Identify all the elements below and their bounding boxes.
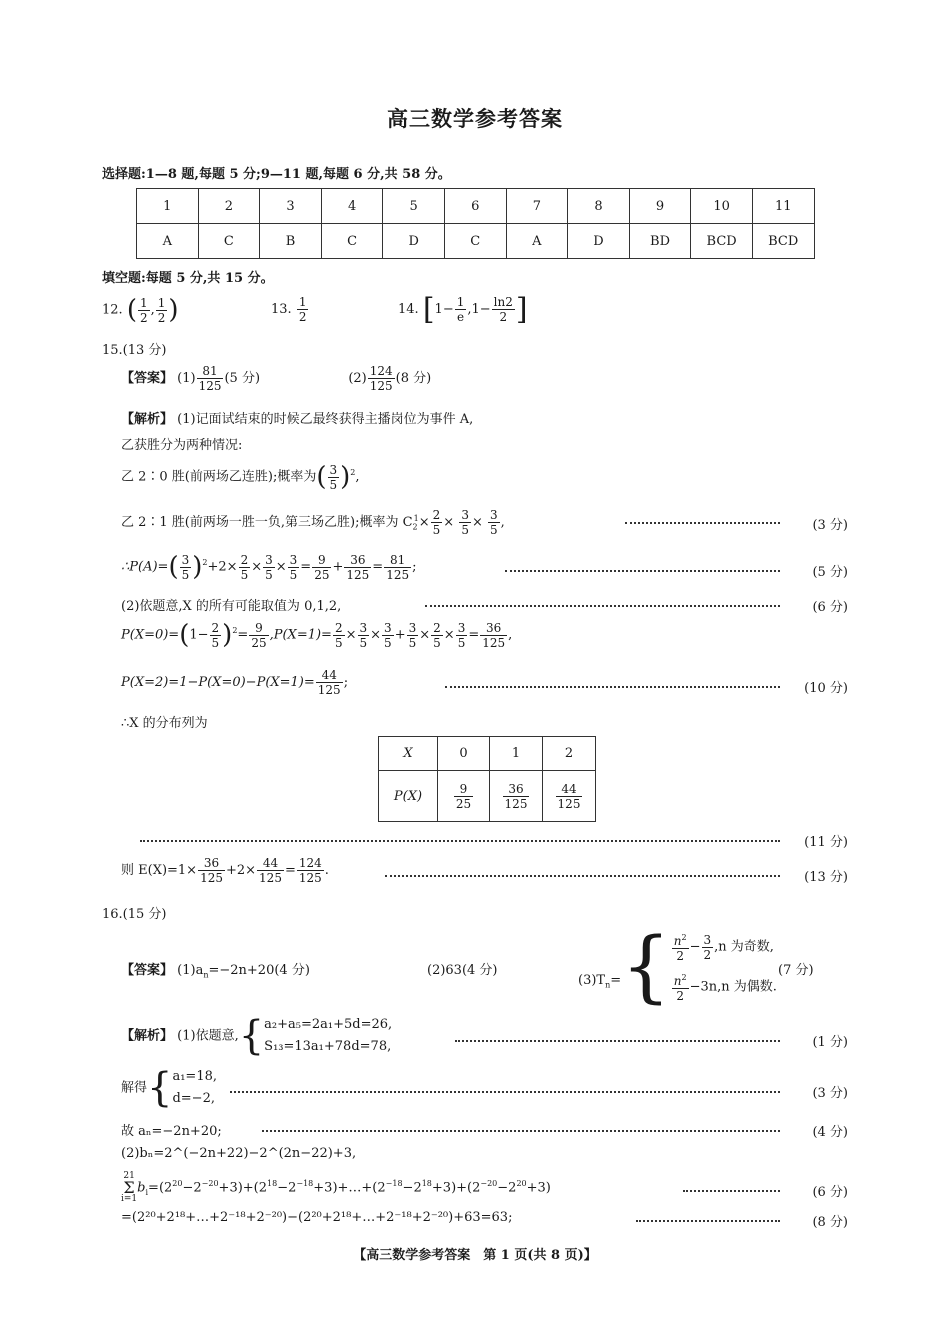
answer-cell: C [444,224,506,259]
question-number-cell: 11 [752,189,814,224]
distribution-table [378,736,596,822]
question-number-cell: 4 [321,189,383,224]
score-mark: (5 分) [812,565,848,580]
q15-analysis-line2: 乙获胜分为两种情况: [121,438,243,453]
q15-analysis-line1: 【解析】 (1)记面试结束的时候乙最终获得主播岗位为事件 A, [121,412,474,427]
q12-label: 12. [102,302,123,318]
question-number-cell: 10 [691,189,753,224]
question-number-cell: 3 [260,189,322,224]
score-mark: (6 分) [812,600,848,615]
answer-cell: A [137,224,199,259]
q16-analysis-line5: =(2²⁰+2¹⁸+…+2⁻¹⁸+2⁻²⁰)−(2²⁰+2¹⁸+…+2⁻¹⁸+2⁻²⁰)+63=63; [121,1210,513,1225]
question-number-cell: 5 [383,189,445,224]
q14-answer: 14. [1− $\frac{1}{e}$ ,1− $\frac{\ln 2}{2}$ ] [398,292,528,327]
q16-analysis-line2: 解得{ a₁=18, d=−2, [121,1065,217,1111]
q15-analysis-line3: 乙 2∶0 胜(前两场乙连胜);概率为( $\frac{3}{5}$ )$^2$, [121,462,360,492]
answer-cell: D [383,224,445,259]
q15-analysis-line6: (2)依题意,X 的所有可能取值为 0,1,2, [121,599,342,614]
dot-leader [625,522,780,524]
question-number-cell: 7 [506,189,568,224]
table-row [137,224,815,259]
fill-header: 填空题:每题 5 分,共 15 分。 [102,271,274,286]
table-row: X 0 1 2 [379,737,596,771]
score-mark: (10 分) [804,681,848,696]
page-footer: 【高三数学参考答案 第 1 页(共 8 页)】 [353,1248,597,1263]
score-mark: (4 分) [812,1125,848,1140]
answer-cell: C [198,224,260,259]
q15-analysis-line5: ∴P(A)=( $\frac{3}{5}$ )$^2$+2× $\frac{2}{5}$ × $\frac{3}{5}$ × $\frac{3}{5}$ = $\frac{9}{25}$ + $\frac{36}{125}$ = $\frac{81}{125}$ ; [121,552,417,582]
answer-cell: C [321,224,383,259]
question-number-cell: 8 [568,189,630,224]
dot-leader [455,1040,780,1042]
question-number-cell: 9 [629,189,691,224]
dot-leader [425,605,780,607]
page-title: 高三数学参考答案 [387,106,563,131]
answer-cell: BCD [752,224,814,259]
question-number-cell: 6 [444,189,506,224]
dot-leader [385,875,780,877]
table-row: P(X) $\frac{9}{25}$ $\frac{36}{125}$ $\frac{44}{125}$ [379,771,596,822]
answer-cell: BD [629,224,691,259]
dot-leader [445,686,780,688]
answer-cell: A [506,224,568,259]
score-mark: (8 分) [812,1215,848,1230]
q15-analysis-line10: 则 E(X)=1× $\frac{36}{125}$ +2× $\frac{44}{125}$ = $\frac{124}{125}$ . [121,856,329,885]
question-number-cell: 2 [198,189,260,224]
q16-answer: 【答案】 $(1)a_n=-2n+20(4$ 分) [121,963,310,980]
q15-analysis-line8: P(X=2)=1−P(X=0)−P(X=1)= $\frac{44}{125}$ ; [121,668,349,697]
score-mark: (13 分) [804,870,848,885]
q13-label: 13. [271,302,292,317]
q16-analysis-line3: 故 aₙ=−2n+20; [121,1124,222,1139]
dot-leader [636,1220,780,1222]
q13-answer: 13. $\frac{1}{2}$ [271,295,307,324]
q15-analysis-line4: 乙 2∶1 胜(前两场一胜一负,第三场乙胜);概率为 $C_2^1\times$ $\frac{2}{5}$ × $\frac{3}{5}$ × $\frac{3}{5}$ , [121,508,505,537]
q16-header: 16.(15 分) [102,907,167,922]
choice-header: 选择题:1—8 题,每题 5 分;9—11 题,每题 6 分,共 58 分。 [102,167,451,182]
q16-answer-part3: $(3)T_n=${ $\frac{n^2}{2}$ − $\frac{3}{2}$ ,n 为奇数, $\frac{n^2}{2}$ −3n,n 为偶数. [578,922,777,1012]
question-number-cell: 1 [137,189,199,224]
q15-header: 15.(13 分) [102,343,167,358]
dot-leader [140,840,780,842]
score-mark: (3 分) [812,1086,848,1101]
choice-answer-table [136,188,815,259]
answer-cell: BCD [691,224,753,259]
q15-analysis-line7: P(X=0)=(1− $\frac{2}{5}$ )$^2$= $\frac{9}{25}$ ,P(X=1)= $\frac{2}{5}$ × $\frac{3}{5}$ × $\frac{3}{5}$ + $\frac{3}{5}$ × $\frac{2}{5}$ × $\frac{3}{5}$ = $\frac{36}{125}$ , [121,620,513,650]
answer-cell: D [568,224,630,259]
q15-answer: 【答案】 (1) $\frac{81}{125}$ (5 分) (2) $\frac{124}{125}$ (8 分) [121,364,432,393]
q16-answer-score: (7 分) [778,963,814,978]
dot-leader [683,1190,780,1192]
score-mark: (6 分) [812,1185,848,1200]
q12-answer: 12. ( $\frac{1}{2}$ , $\frac{1}{2}$ ) [102,295,179,325]
table-row [137,189,815,224]
score-mark: (1 分) [812,1035,848,1050]
answer-cell: B [260,224,322,259]
q16-analysis-line4: (2)bₙ=2^(−2n+22)−2^(2n−22)+3, [121,1146,357,1161]
score-mark: (11 分) [804,835,848,850]
dot-leader [262,1130,780,1132]
q15-analysis-line9: ∴X 的分布列为 [121,716,208,731]
dot-leader [505,570,780,572]
q14-label: 14. [398,302,419,317]
q16-analysis-line1: 【解析】 (1)依题意,{ a₂+a₅=2a₁+5d=26, S₁₃=13a₁+78d=78, [121,1013,393,1059]
score-mark: (3 分) [812,518,848,533]
q16-answer-part2: (2)63(4 分) [427,963,498,978]
q16-analysis-sum: 21 Σ i=1 $b_i=(2^{20}-2^{-20}+3)+(2^{18}-2^{-18}+3)+\dots+(2^{-18}-2^{18}+3)+(2^{-20}-2^{20}+3)$ [121,1171,551,1204]
dot-leader [230,1091,780,1093]
